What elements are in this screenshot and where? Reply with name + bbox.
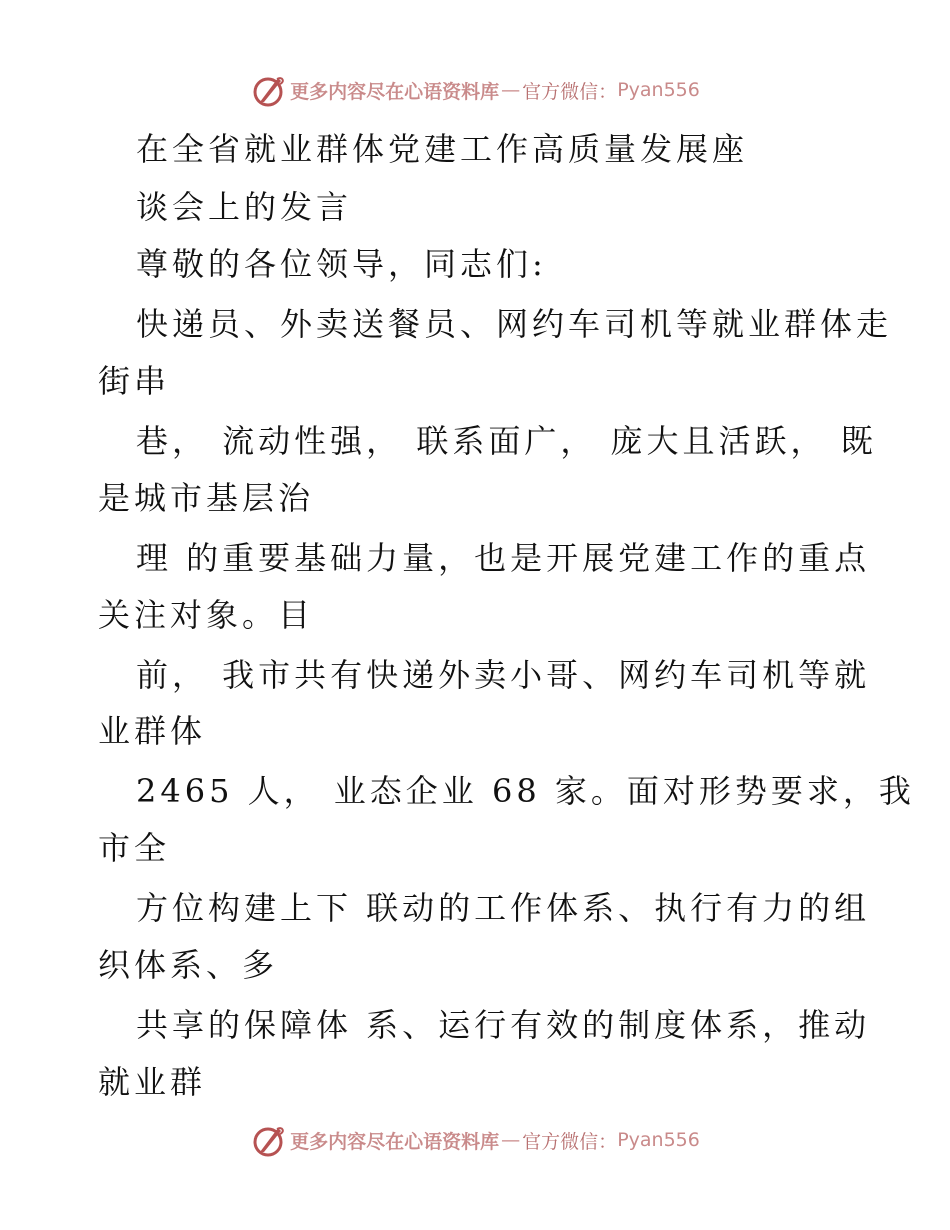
doc-salutation: 尊敬的各位领导，同志们: (136, 245, 547, 283)
watermark-dash: — (501, 79, 521, 101)
footer-watermark (0, 1120, 950, 1160)
doc-line: 街串 (98, 362, 171, 400)
doc-line: 就业群 (98, 1063, 207, 1101)
watermark-brand: 更多内容尽在心语资料库 (290, 1130, 500, 1153)
doc-title-line-2: 谈会上的发言 (136, 188, 353, 226)
doc-line: 前， 我市共有快递外卖小哥、网约车司机等就 (136, 656, 871, 694)
feather-quill-icon (250, 72, 286, 108)
feather-quill-icon (250, 1122, 286, 1158)
doc-line: 关注对象。目 (98, 596, 315, 634)
doc-line: 理 的重要基础力量，也是开展党建工作的重点 (136, 539, 871, 577)
watermark-official-label: 官方微信： (522, 80, 618, 103)
doc-line: 巷， 流动性强， 联系面广， 庞大且活跃， 既 (136, 422, 877, 460)
doc-line: 业群体 (98, 712, 207, 750)
watermark-official-label: 官方微信： (522, 1130, 618, 1153)
header-watermark (0, 70, 950, 110)
watermark-dash: — (501, 1129, 521, 1151)
doc-line: 快递员、外卖送餐员、网约车司机等就业群体走 (136, 305, 893, 343)
watermark-wechat-id: Pyan556 (617, 79, 700, 101)
doc-line: 市全 (98, 829, 171, 867)
watermark-brand: 更多内容尽在心语资料库 (290, 80, 500, 103)
doc-title-line-1: 在全省就业群体党建工作高质量发展座 (136, 130, 749, 168)
doc-line: 2465 人， 业态企业 68 家。面对形势要求，我 (136, 772, 915, 810)
doc-line: 方位构建上下 联动的工作体系、执行有力的组 (136, 889, 871, 927)
doc-line: 是城市基层治 (98, 479, 315, 517)
doc-line: 共享的保障体 系、运行有效的制度体系，推动 (136, 1006, 871, 1044)
watermark-wechat-id: Pyan556 (617, 1129, 700, 1151)
doc-line: 织体系、多 (98, 946, 279, 984)
